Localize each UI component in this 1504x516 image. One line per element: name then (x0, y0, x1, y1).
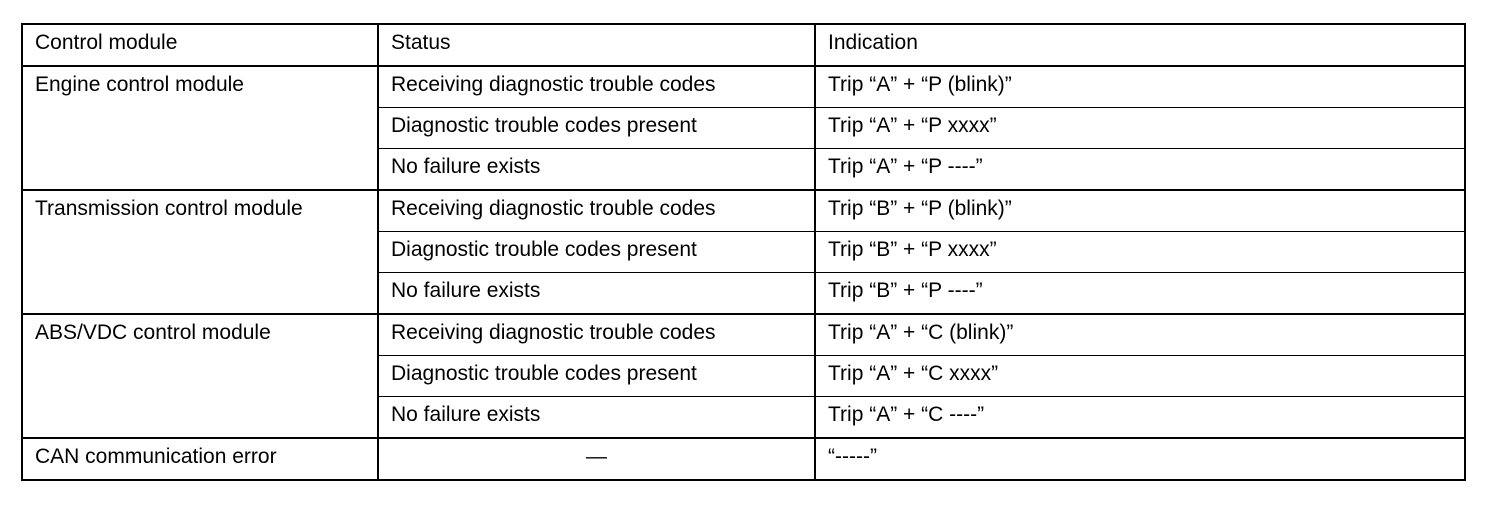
status-cell: Receiving diagnostic trouble codes (378, 314, 815, 356)
indication-cell: Trip “B” + “P xxxx” (815, 232, 1465, 273)
status-cell: — (378, 438, 815, 480)
module-cell: Engine control module (22, 66, 378, 190)
indication-cell: Trip “A” + “C xxxx” (815, 356, 1465, 397)
indication-cell: Trip “A” + “C ----” (815, 397, 1465, 439)
table-header-row (22, 24, 1465, 66)
indication-cell: Trip “A” + “C (blink)” (815, 314, 1465, 356)
status-cell: No failure exists (378, 149, 815, 191)
status-cell: Diagnostic trouble codes present (378, 232, 815, 273)
status-cell: Receiving diagnostic trouble codes (378, 190, 815, 232)
status-cell: Diagnostic trouble codes present (378, 356, 815, 397)
status-cell: No failure exists (378, 273, 815, 315)
indication-cell: Trip “A” + “P ----” (815, 149, 1465, 191)
header-control-module: Control module (22, 24, 378, 66)
status-cell: Receiving diagnostic trouble codes (378, 66, 815, 108)
module-cell: CAN communication error (22, 438, 378, 480)
status-cell: Diagnostic trouble codes present (378, 108, 815, 149)
module-cell: Transmission control module (22, 190, 378, 314)
header-indication: Indication (815, 24, 1465, 66)
table-row (22, 438, 1465, 480)
table-row (22, 314, 1465, 356)
indication-cell: Trip “B” + “P ----” (815, 273, 1465, 315)
dtc-indication-table (21, 23, 1466, 481)
indication-cell: Trip “B” + “P (blink)” (815, 190, 1465, 232)
indication-cell: “-----” (815, 438, 1465, 480)
module-cell: ABS/VDC control module (22, 314, 378, 438)
indication-cell: Trip “A” + “P (blink)” (815, 66, 1465, 108)
indication-cell: Trip “A” + “P xxxx” (815, 108, 1465, 149)
table-row (22, 190, 1465, 232)
header-status: Status (378, 24, 815, 66)
status-cell: No failure exists (378, 397, 815, 439)
table-row (22, 66, 1465, 108)
